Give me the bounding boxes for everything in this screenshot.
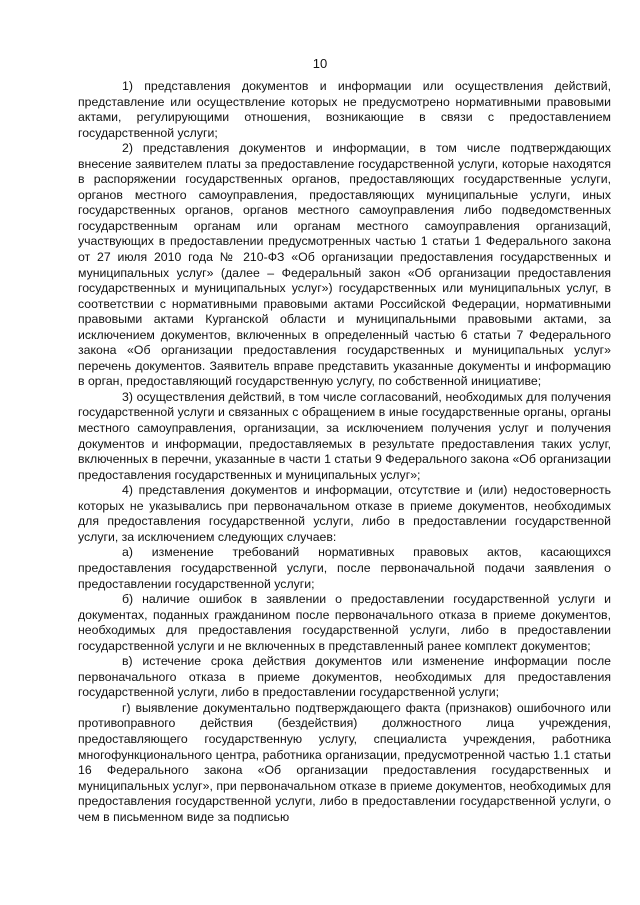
paragraph-item-4: 4) представления документов и информации, отсутствие и (или) недостоверность которых не указывались при первоначальном отказе в приеме документов, необходимых для предоставления государственной услуги, либо в предоставлении государственной услуги, за исключением следующих случаев: <box>78 483 611 544</box>
paragraph-item-1: 1) представления документов и информации или осуществления действий, представление или осуществление которых не предусмотрено нормативными правовыми актами, регулирующими отношения, возникающие в связи с предоставлением государственной услуги; <box>78 79 611 140</box>
paragraph-item-2: 2) представления документов и информации, в том числе подтверждающих внесение заявителем платы за предоставление государственной услуги, которые находятся в распоряжении государственных органов, предоставляющих государственные услуги, органов местного самоуправления, предоставляющих муниципальные услуги, иных государственных органов, органов местного самоуправления либо подведомственных государственным органам или органам местного самоуправления организаций, участвующих в предоставлении предусмотренных частью 1 статьи 1 Федерального закона от 27 июля 2010 года № 210-ФЗ «Об организации предоставления государственных и муниципальных услуг» (далее – Федеральный закон «Об организации предоставления государственных и муниципальных услуг») государственных или муниципальных услуг, в соответствии с нормативными правовыми актами Российской Федерации, нормативными правовыми актами Курганской области и муниципальными правовыми актами, за исключением документов, включенных в определенный частью 6 статьи 7 Федерального закона «Об организации предоставления государственных и муниципальных услуг» перечень документов. Заявитель вправе представить указанные документы и информацию в орган, предоставляющий государственную услугу, по собственной инициативе; <box>78 141 611 389</box>
document-body <box>78 79 611 825</box>
page-number: 10 <box>312 56 328 71</box>
subparagraph-b: б) наличие ошибок в заявлении о предоставлении государственной услуги и документах, поданных гражданином после первоначального отказа в приеме документов, необходимых для предоставления государственной услуги, либо в предоставлении государственной услуги и не включенных в представленный ранее комплект документов; <box>78 592 611 653</box>
subparagraph-a: а) изменение требований нормативных правовых актов, касающихся предоставления государственной услуги, после первоначальной подачи заявления о предоставлении государственной услуги; <box>78 545 611 591</box>
paragraph-item-3: 3) осуществления действий, в том числе согласований, необходимых для получения государственной услуги и связанных с обращением в иные государственные органы, органы местного самоуправления, организации, за исключением получения услуг и получения документов и информации, предоставляемых в результате предоставления таких услуг, включенных в перечни, указанные в части 1 статьи 9 Федерального закона «Об организации предоставления государственных и муниципальных услуг»; <box>78 389 611 482</box>
subparagraph-v: в) истечение срока действия документов или изменение информации после первоначального отказа в приеме документов, необходимых для предоставления государственной услуги, либо в предоставлении государственной услуги; <box>78 654 611 700</box>
subparagraph-g: г) выявление документально подтверждающего факта (признаков) ошибочного или противоправного действия (бездействия) должностного лица учреждения, предоставляющего государственную услугу, специалиста учреждения, работника многофункционального центра, работника организации, предусмотренной частью 1.1 статьи 16 Федерального закона «Об организации предоставления государственных и муниципальных услуг», при первоначальном отказе в приеме документов, необходимых для предоставления государственной услуги, либо в предоставлении государственной услуги, о чем в письменном виде за подписью <box>78 700 611 824</box>
